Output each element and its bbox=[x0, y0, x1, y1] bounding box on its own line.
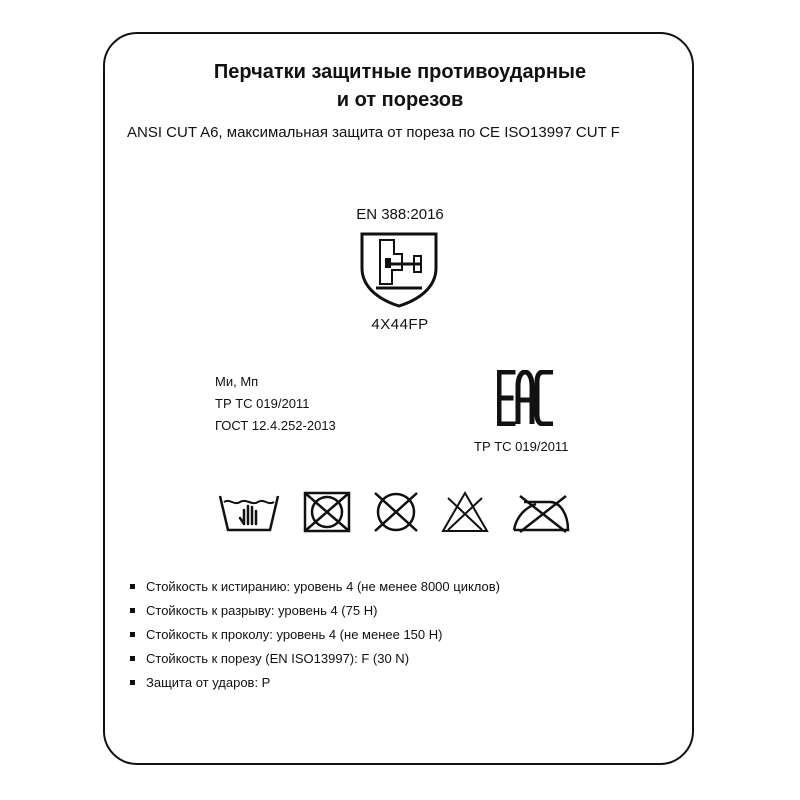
list-item bbox=[130, 599, 500, 623]
title-line-2: и от порезов bbox=[336, 89, 464, 111]
list-item-text: Стойкость к проколу: уровень 4 (не менее 150 Н) bbox=[146, 627, 443, 642]
care-symbols bbox=[218, 490, 588, 540]
bullet-icon bbox=[130, 632, 135, 637]
certification-list bbox=[215, 371, 336, 437]
list-item-text: Защита от ударов: P bbox=[146, 675, 271, 690]
list-item-text: Стойкость к порезу (EN ISO13997): F (30 N) bbox=[146, 651, 410, 666]
bullet-icon bbox=[130, 656, 135, 661]
do-not-dry-clean-icon bbox=[371, 490, 421, 534]
do-not-tumble-dry-icon bbox=[302, 490, 352, 534]
list-item bbox=[130, 575, 500, 599]
subtitle: ANSI CUT A6, максимальная защита от пореза по CE ISO13997 CUT F bbox=[127, 124, 620, 141]
do-not-iron-icon bbox=[508, 490, 574, 534]
en-standard-code: EN 388:2016 bbox=[356, 206, 444, 223]
hand-wash-icon bbox=[218, 490, 280, 534]
mechanical-risk-shield-icon bbox=[358, 230, 440, 308]
bullet-icon bbox=[130, 680, 135, 685]
list-item bbox=[130, 671, 500, 695]
list-item bbox=[130, 623, 500, 647]
en-score: 4X44FP bbox=[371, 316, 429, 333]
title-line-1: Перчатки защитные противоударные bbox=[213, 61, 587, 83]
certification-line: ГОСТ 12.4.252-2013 bbox=[215, 418, 336, 433]
page-title bbox=[0, 58, 800, 114]
list-item bbox=[130, 647, 500, 671]
properties-list bbox=[130, 575, 500, 695]
list-item-text: Стойкость к разрыву: уровень 4 (75 Н) bbox=[146, 603, 378, 618]
list-item-text: Стойкость к истиранию: уровень 4 (не менее 8000 циклов) bbox=[146, 579, 500, 594]
certification-line: ТР ТС 019/2011 bbox=[215, 396, 310, 411]
do-not-bleach-icon bbox=[440, 490, 490, 534]
certification-line: Ми, Мп bbox=[215, 374, 259, 389]
eac-caption: ТР ТС 019/2011 bbox=[474, 439, 569, 454]
bullet-icon bbox=[130, 584, 135, 589]
bullet-icon bbox=[130, 608, 135, 613]
eac-mark-icon bbox=[497, 370, 557, 426]
